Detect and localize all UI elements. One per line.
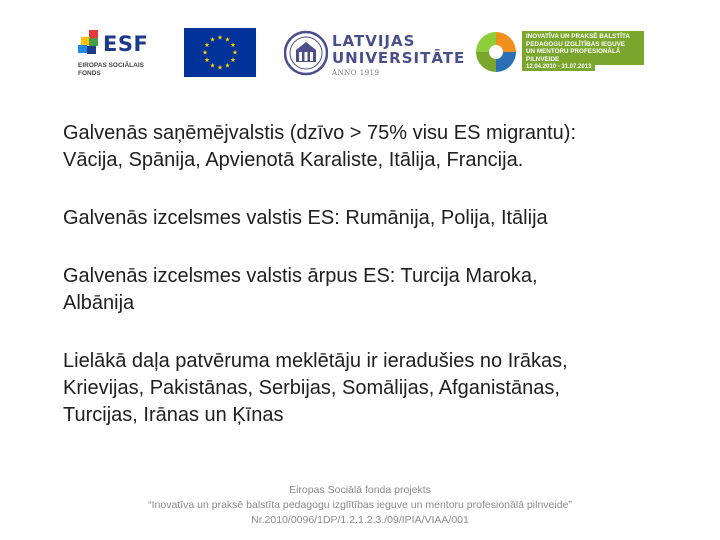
text-line: Galvenās izcelsmes valstis ārpus ES: Turcija Maroka, bbox=[63, 265, 538, 287]
project-title-line3: UN MENTORU PROFESIONĀLĀ PILNVEIDE bbox=[526, 48, 621, 63]
paragraph-asylum-seekers bbox=[63, 348, 693, 429]
project-title-line1: INOVATĪVA UN PRAKSĒ BALSTĪTA bbox=[526, 33, 630, 40]
footer-line1: Eiropas Sociālā fonda projekts bbox=[289, 484, 431, 496]
footer-line2: “Inovatīva un praksē balstīta pedagogu izglītības ieguve un mentoru profesionālā pilnveide” bbox=[148, 499, 572, 511]
university-logo bbox=[284, 28, 466, 80]
university-seal-icon bbox=[284, 28, 328, 78]
project-dates: 12.04.2010 - 31.07.2013 bbox=[522, 63, 595, 71]
esf-logo-text: ESF bbox=[103, 32, 149, 56]
eu-flag-icon bbox=[184, 28, 256, 77]
text-line: Galvenās saņēmējvalstis (dzīvo > 75% visu ES migrantu): bbox=[63, 122, 576, 144]
footer-line3: Nr.2010/0096/1DP/1.2.1.2.3./09/IPIA/VIAA/001 bbox=[251, 514, 469, 526]
university-name-line2: UNIVERSITĀTE bbox=[332, 49, 466, 67]
project-logo-icon bbox=[472, 28, 520, 76]
text-line: Lielākā daļa patvēruma meklētāju ir ieradušies no Irākas, bbox=[63, 350, 568, 372]
esf-logo-icon bbox=[78, 30, 100, 54]
university-name bbox=[332, 33, 465, 67]
esf-subtitle-line1: EIROPAS SOCIĀLAIS bbox=[78, 62, 144, 69]
text-line: Krievijas, Pakistānas, Serbijas, Somālijas, Afganistānas, bbox=[63, 377, 560, 399]
paragraph-origin-eu bbox=[63, 205, 693, 232]
text-line: Turcijas, Irānas un Ķīnas bbox=[63, 404, 284, 426]
esf-logo-subtitle bbox=[78, 62, 144, 78]
esf-subtitle-line2: FONDS bbox=[78, 70, 101, 77]
eu-flag bbox=[184, 28, 256, 77]
university-anno: ANNO 1919 bbox=[332, 69, 380, 77]
esf-logo bbox=[78, 28, 158, 83]
project-title bbox=[522, 31, 644, 65]
text-line: Galvenās izcelsmes valstis ES: Rumānija, Polija, Itālija bbox=[63, 207, 548, 229]
text-line: Vācija, Spānija, Apvienotā Karaliste, Itālija, Francija. bbox=[63, 149, 524, 171]
footer bbox=[0, 483, 720, 528]
paragraph-origin-non-eu bbox=[63, 263, 693, 317]
project-title-line2: PEDAGOGU IZGLĪTĪBAS IEGUVE bbox=[526, 40, 626, 48]
project-logo bbox=[472, 28, 647, 78]
university-name-line1: LATVIJAS bbox=[332, 32, 416, 50]
text-line: Albānija bbox=[63, 292, 135, 314]
paragraph-receiving-countries bbox=[63, 120, 693, 174]
